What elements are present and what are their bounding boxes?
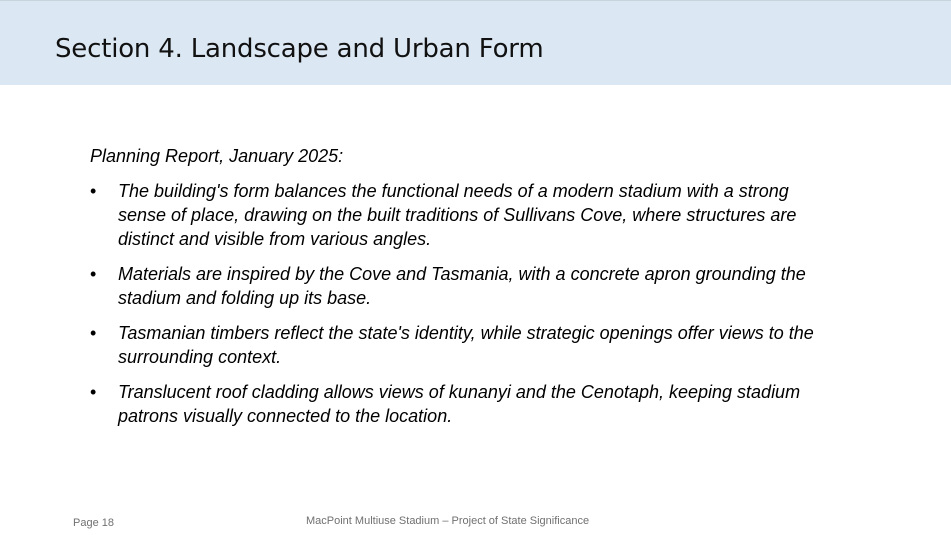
header-band	[0, 1, 951, 85]
slide-content	[90, 144, 820, 439]
bullet-icon: •	[90, 264, 97, 284]
bullet-item	[90, 179, 820, 251]
bullet-icon: •	[90, 382, 97, 402]
bullet-text: Tasmanian timbers reflect the state's identity, while strategic openings offer views to the surrounding context.	[118, 323, 814, 367]
bullet-icon: •	[90, 323, 97, 343]
document-footer: MacPoint Multiuse Stadium – Project of State Significance	[306, 515, 590, 527]
bullet-item	[90, 380, 820, 428]
bullet-text: The building's form balances the functional needs of a modern stadium with a strong sense of place, drawing on the built traditions of Sullivans Cove, where structures are distinct and visible from various angles.	[118, 181, 797, 249]
bullet-list	[90, 179, 820, 428]
bullet-icon: •	[90, 181, 97, 201]
bullet-text: Materials are inspired by the Cove and Tasmania, with a concrete apron grounding the stadium and folding up its base.	[118, 264, 806, 308]
slide-title: Section 4. Landscape and Urban Form	[55, 34, 544, 64]
page-number: Page 18	[73, 517, 114, 529]
bullet-item	[90, 262, 820, 310]
intro-text: Planning Report, January 2025:	[90, 146, 344, 166]
bullet-item	[90, 321, 820, 369]
bullet-text: Translucent roof cladding allows views of kunanyi and the Cenotaph, keeping stadium patrons visually connected to the location.	[118, 382, 801, 426]
